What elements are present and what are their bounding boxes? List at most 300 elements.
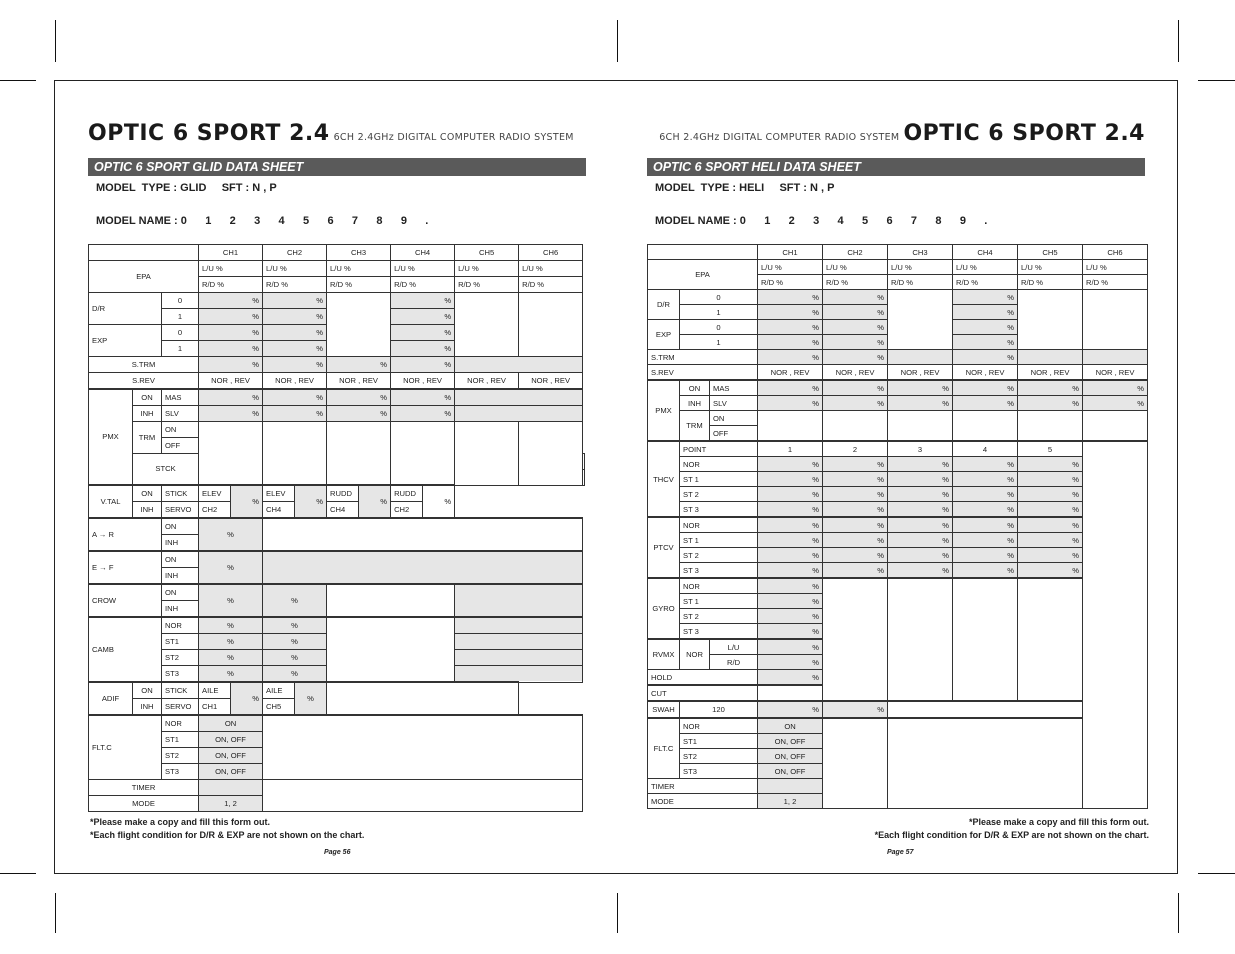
table-cell: % bbox=[758, 639, 823, 655]
table-cell: ST 2 bbox=[680, 548, 758, 563]
blank-cell bbox=[263, 518, 583, 551]
table-cell: CH1 bbox=[199, 699, 231, 716]
table-cell: % bbox=[231, 485, 263, 518]
model-name-line bbox=[655, 214, 1145, 228]
table-cell: % bbox=[391, 389, 455, 406]
model-type-text: MODEL TYPE : HELI SFT : N , P bbox=[655, 182, 835, 194]
blank-cell bbox=[888, 701, 1083, 718]
table-cell: ST3 bbox=[680, 764, 758, 779]
table-cell: TRM bbox=[680, 411, 710, 442]
table-cell: CH5 bbox=[263, 699, 295, 716]
table-cell: NOR , REV bbox=[888, 365, 953, 381]
crop-mark bbox=[1178, 20, 1179, 62]
table-cell: CH6 bbox=[519, 245, 583, 261]
table-cell: % bbox=[199, 292, 263, 308]
table-cell: ST 3 bbox=[680, 563, 758, 579]
brand-logo: OPTIC 6 SPORT 2.4 bbox=[88, 121, 330, 146]
table-cell: % bbox=[1018, 502, 1083, 518]
table-row bbox=[648, 457, 1148, 472]
notes bbox=[90, 816, 364, 842]
table-cell: ON bbox=[133, 682, 162, 699]
table-row bbox=[648, 517, 1148, 533]
table-cell: % bbox=[391, 324, 455, 340]
table-cell: 1 bbox=[758, 441, 823, 457]
table-cell: % bbox=[423, 485, 455, 518]
table-cell: % bbox=[199, 584, 263, 617]
table-cell: % bbox=[263, 356, 327, 372]
table-cell: INH bbox=[680, 396, 710, 411]
crop-mark bbox=[617, 893, 618, 933]
table-cell: L/U % bbox=[327, 260, 391, 276]
table-cell: NOR , REV bbox=[953, 365, 1018, 381]
blank-cell bbox=[1018, 578, 1083, 701]
table-cell: % bbox=[231, 682, 263, 715]
table-cell: AILE bbox=[263, 682, 295, 699]
table-cell: R/D % bbox=[888, 275, 953, 290]
table-row bbox=[89, 356, 585, 372]
table-cell: MODE bbox=[648, 794, 758, 809]
table-row bbox=[89, 292, 585, 308]
table-cell: SERVO bbox=[162, 502, 199, 519]
table-cell: ST 1 bbox=[680, 533, 758, 548]
table-cell: ST 2 bbox=[680, 487, 758, 502]
table-cell: 1, 2 bbox=[758, 794, 823, 809]
table-cell: CH5 bbox=[455, 245, 519, 261]
brand-header bbox=[647, 120, 1145, 146]
table-cell: ON bbox=[162, 551, 199, 568]
table-cell: % bbox=[263, 650, 327, 666]
table-cell: CH4 bbox=[327, 502, 359, 519]
table-cell: ON, OFF bbox=[758, 764, 823, 779]
table-cell: CUT bbox=[648, 685, 758, 701]
table-cell: L/U % bbox=[263, 260, 327, 276]
table-cell: 2 bbox=[823, 441, 888, 457]
table-cell: % bbox=[823, 305, 888, 320]
table-cell: % bbox=[199, 356, 263, 372]
table-cell: INH bbox=[133, 502, 162, 519]
table-cell: NOR , REV bbox=[199, 372, 263, 389]
blank-cell bbox=[758, 411, 823, 442]
table-cell: RUDD bbox=[391, 485, 423, 502]
table-cell: % bbox=[953, 487, 1018, 502]
table-cell: ST 1 bbox=[680, 472, 758, 487]
table-cell: % bbox=[758, 305, 823, 320]
table-cell: % bbox=[263, 324, 327, 340]
table-cell: % bbox=[199, 389, 263, 406]
table-cell: % bbox=[758, 563, 823, 579]
page-number: Page 57 bbox=[887, 849, 914, 856]
table-cell: % bbox=[758, 578, 823, 594]
table-cell bbox=[583, 469, 585, 485]
table-cell: V.TAL bbox=[89, 485, 133, 518]
table-row bbox=[89, 485, 585, 502]
table-cell: CH1 bbox=[758, 245, 823, 260]
table-cell: CH4 bbox=[263, 502, 295, 519]
blank-cell bbox=[888, 350, 953, 365]
blank-cell bbox=[89, 245, 199, 261]
table-row bbox=[89, 584, 585, 601]
blank-cell bbox=[455, 650, 583, 666]
table-cell: ON bbox=[680, 380, 710, 396]
table-cell: PMX bbox=[648, 380, 680, 441]
table-cell: NOR bbox=[680, 517, 758, 533]
table-cell: % bbox=[758, 548, 823, 563]
notes bbox=[875, 816, 1149, 842]
table-cell: % bbox=[823, 517, 888, 533]
table-cell: % bbox=[263, 666, 327, 683]
table-cell: INH bbox=[162, 601, 199, 618]
table-cell: % bbox=[758, 487, 823, 502]
blank-cell bbox=[758, 779, 823, 794]
table-row bbox=[648, 290, 1148, 305]
table-cell: % bbox=[1018, 517, 1083, 533]
model-type-line bbox=[96, 181, 586, 195]
table-cell: ELEV bbox=[263, 485, 295, 502]
table-cell: ST2 bbox=[162, 748, 199, 764]
page-number: Page 56 bbox=[324, 849, 351, 856]
table-cell: % bbox=[1018, 533, 1083, 548]
table-cell: % bbox=[758, 624, 823, 640]
table-cell: MAS bbox=[710, 380, 758, 396]
table-cell: NOR bbox=[680, 718, 758, 734]
table-cell: % bbox=[1083, 380, 1148, 396]
table-cell: NOR , REV bbox=[391, 372, 455, 389]
table-cell: NOR , REV bbox=[823, 365, 888, 381]
table-cell: % bbox=[823, 502, 888, 518]
table-cell: POINT bbox=[680, 441, 758, 457]
table-cell: SWAH bbox=[648, 701, 680, 718]
table-cell: % bbox=[1083, 396, 1148, 411]
table-cell: % bbox=[1018, 487, 1083, 502]
blank-cell bbox=[455, 389, 583, 406]
table-row bbox=[648, 533, 1148, 548]
blank-cell bbox=[888, 411, 953, 442]
table-cell: D/R bbox=[89, 292, 162, 324]
blank-cell bbox=[888, 718, 1083, 809]
table-row bbox=[89, 502, 585, 519]
table-row bbox=[648, 365, 1148, 381]
table-cell: FLT.C bbox=[89, 715, 162, 779]
table-cell: % bbox=[758, 670, 823, 686]
table-cell: % bbox=[1018, 548, 1083, 563]
model-name-text: MODEL NAME : 0 1 2 3 4 5 6 7 8 9 . bbox=[655, 215, 988, 227]
table-cell: CH3 bbox=[327, 245, 391, 261]
table-cell: SERVO bbox=[162, 699, 199, 716]
table-cell: L/U % bbox=[953, 260, 1018, 275]
table-cell: ON bbox=[162, 518, 199, 535]
table-row bbox=[89, 551, 585, 568]
table-cell: % bbox=[888, 396, 953, 411]
blank-cell bbox=[199, 779, 263, 795]
table-cell: % bbox=[1018, 457, 1083, 472]
table-cell: S.REV bbox=[89, 372, 199, 389]
table-cell: % bbox=[823, 533, 888, 548]
table-cell: ST1 bbox=[680, 734, 758, 749]
sheet-title: OPTIC 6 SPORT GLID DATA SHEET bbox=[88, 158, 586, 176]
table-cell: % bbox=[953, 457, 1018, 472]
note-copy: *Please make a copy and fill this form out. bbox=[90, 817, 271, 827]
table-cell: % bbox=[953, 396, 1018, 411]
table-cell: % bbox=[823, 380, 888, 396]
table-row bbox=[89, 372, 585, 389]
crop-mark bbox=[1198, 873, 1235, 874]
blank-cell bbox=[823, 578, 888, 701]
table-cell: TRM bbox=[133, 421, 162, 453]
table-cell: ST2 bbox=[162, 650, 199, 666]
table-row bbox=[89, 405, 585, 421]
table-row bbox=[648, 350, 1148, 365]
table-cell: % bbox=[199, 666, 263, 683]
table-cell: ST1 bbox=[162, 732, 199, 748]
table-cell: L/U bbox=[710, 639, 758, 655]
table-cell: ST 3 bbox=[680, 502, 758, 518]
table-row bbox=[648, 380, 1148, 396]
table-cell: NOR , REV bbox=[758, 365, 823, 381]
table-cell: NOR bbox=[680, 457, 758, 472]
table-cell: ST 1 bbox=[680, 594, 758, 609]
brand-logo: OPTIC 6 SPORT 2.4 bbox=[903, 121, 1145, 146]
blank-cell bbox=[953, 411, 1018, 442]
blank-cell bbox=[455, 617, 583, 634]
table-cell: % bbox=[953, 380, 1018, 396]
table-cell: L/U % bbox=[888, 260, 953, 275]
table-cell: % bbox=[953, 472, 1018, 487]
table-cell: % bbox=[953, 533, 1018, 548]
table-cell: % bbox=[888, 533, 953, 548]
blank-cell bbox=[648, 245, 758, 260]
table-cell: % bbox=[823, 472, 888, 487]
table-cell: % bbox=[199, 634, 263, 650]
sheet-title: OPTIC 6 SPORT HELI DATA SHEET bbox=[647, 158, 1145, 176]
table-cell: % bbox=[199, 308, 263, 324]
table-cell: % bbox=[263, 340, 327, 356]
table-cell: D/R bbox=[648, 290, 680, 320]
table-cell: % bbox=[758, 517, 823, 533]
table-cell: % bbox=[758, 457, 823, 472]
blank-cell bbox=[519, 421, 583, 485]
table-cell: 120 bbox=[680, 701, 758, 718]
table-row bbox=[89, 779, 585, 795]
table-cell: % bbox=[758, 472, 823, 487]
table-cell: % bbox=[263, 292, 327, 308]
blank-cell bbox=[263, 551, 583, 584]
table-cell: 0 bbox=[680, 320, 758, 335]
table-cell: % bbox=[888, 563, 953, 579]
table-cell: NOR bbox=[680, 578, 758, 594]
blank-cell bbox=[455, 421, 519, 485]
model-type-text: MODEL TYPE : GLID SFT : N , P bbox=[96, 182, 277, 194]
blank-cell bbox=[327, 682, 519, 715]
table-cell: % bbox=[391, 308, 455, 324]
table-cell: % bbox=[823, 396, 888, 411]
table-cell: SLV bbox=[162, 405, 199, 421]
table-cell: NOR , REV bbox=[1083, 365, 1148, 381]
table-cell: % bbox=[263, 617, 327, 634]
table-row bbox=[89, 682, 585, 699]
table-cell: % bbox=[953, 335, 1018, 350]
table-cell: R/D % bbox=[263, 276, 327, 292]
blank-cell bbox=[199, 421, 263, 485]
table-cell: % bbox=[327, 389, 391, 406]
table-cell: % bbox=[888, 548, 953, 563]
blank-cell bbox=[455, 356, 583, 372]
table-cell: STICK bbox=[162, 485, 199, 502]
note-flight-condition: *Each flight condition for D/R & EXP are not shown on the chart. bbox=[90, 830, 365, 840]
table-cell: % bbox=[758, 350, 823, 365]
table-cell: RUDD bbox=[327, 485, 359, 502]
table-cell: % bbox=[295, 682, 327, 715]
table-cell: 1 bbox=[162, 308, 199, 324]
table-cell bbox=[583, 453, 585, 469]
table-cell: % bbox=[823, 487, 888, 502]
blank-cell bbox=[391, 421, 455, 485]
table-row bbox=[89, 245, 585, 261]
table-cell: ST 3 bbox=[680, 624, 758, 640]
table-cell: NOR , REV bbox=[327, 372, 391, 389]
table-cell: 1 bbox=[162, 340, 199, 356]
table-cell: % bbox=[758, 380, 823, 396]
table-cell: ON, OFF bbox=[199, 732, 263, 748]
blank-cell bbox=[1018, 411, 1083, 442]
table-cell: ST1 bbox=[162, 634, 199, 650]
crop-mark bbox=[0, 873, 36, 874]
table-cell: CH3 bbox=[888, 245, 953, 260]
table-cell: 3 bbox=[888, 441, 953, 457]
blank-cell bbox=[953, 578, 1018, 701]
blank-cell bbox=[758, 685, 823, 701]
table-cell: TIMER bbox=[648, 779, 758, 794]
table-cell: % bbox=[263, 634, 327, 650]
blank-cell bbox=[263, 715, 583, 779]
brand-subtitle: 6CH 2.4GHz DIGITAL COMPUTER RADIO SYSTEM bbox=[333, 132, 574, 143]
table-cell: % bbox=[758, 533, 823, 548]
table-cell: 0 bbox=[162, 292, 199, 308]
table-cell: ST3 bbox=[162, 666, 199, 683]
model-name-line bbox=[96, 214, 586, 228]
table-cell: % bbox=[888, 472, 953, 487]
table-cell: ON, OFF bbox=[758, 749, 823, 764]
table-cell: % bbox=[758, 594, 823, 609]
table-cell: ON bbox=[162, 584, 199, 601]
table-cell: % bbox=[953, 290, 1018, 305]
table-cell: % bbox=[263, 308, 327, 324]
table-cell: R/D bbox=[710, 655, 758, 670]
table-cell: CH4 bbox=[953, 245, 1018, 260]
table-cell: 5 bbox=[1018, 441, 1083, 457]
table-cell: % bbox=[823, 548, 888, 563]
table-cell: CH1 bbox=[199, 245, 263, 261]
table-row bbox=[648, 502, 1148, 518]
table-cell: L/U % bbox=[758, 260, 823, 275]
table-cell: % bbox=[953, 517, 1018, 533]
table-cell: % bbox=[953, 320, 1018, 335]
table-cell: FLT.C bbox=[648, 718, 680, 779]
table-cell: R/D % bbox=[519, 276, 583, 292]
model-name-text: MODEL NAME : 0 1 2 3 4 5 6 7 8 9 . bbox=[96, 215, 429, 227]
table-cell: STICK bbox=[162, 682, 199, 699]
table-cell: MAS bbox=[162, 389, 199, 406]
blank-cell bbox=[327, 617, 455, 682]
table-cell: ST2 bbox=[680, 749, 758, 764]
note-copy: *Please make a copy and fill this form out. bbox=[968, 817, 1149, 827]
table-cell: ELEV bbox=[199, 485, 231, 502]
blank-cell bbox=[455, 405, 583, 421]
table-cell: % bbox=[263, 584, 327, 617]
table-cell: L/U % bbox=[1018, 260, 1083, 275]
table-cell: % bbox=[823, 457, 888, 472]
table-cell: % bbox=[823, 701, 888, 718]
crop-mark bbox=[1178, 893, 1179, 933]
table-row bbox=[648, 578, 1148, 594]
table-cell: OFF bbox=[710, 426, 758, 442]
model-type-line bbox=[655, 181, 1145, 195]
table-row bbox=[89, 715, 585, 732]
table-row bbox=[648, 472, 1148, 487]
table-cell: R/D % bbox=[455, 276, 519, 292]
table-cell: 4 bbox=[953, 441, 1018, 457]
table-cell: % bbox=[199, 551, 263, 584]
table-cell: % bbox=[758, 290, 823, 305]
table-row bbox=[89, 260, 585, 276]
table-cell: NOR bbox=[162, 617, 199, 634]
table-cell: CH4 bbox=[391, 245, 455, 261]
blank-cell bbox=[1018, 290, 1083, 350]
glid-page bbox=[88, 120, 586, 856]
table-cell: 1 bbox=[680, 335, 758, 350]
table-cell: R/D % bbox=[1018, 275, 1083, 290]
table-cell: % bbox=[391, 356, 455, 372]
table-cell: % bbox=[823, 290, 888, 305]
table-cell: % bbox=[199, 340, 263, 356]
table-cell: ST 2 bbox=[680, 609, 758, 624]
table-cell: % bbox=[199, 617, 263, 634]
table-cell: % bbox=[263, 405, 327, 421]
table-cell: % bbox=[758, 502, 823, 518]
table-cell: % bbox=[1018, 380, 1083, 396]
table-cell: ADIF bbox=[89, 682, 133, 715]
table-row bbox=[648, 718, 1148, 734]
table-cell: % bbox=[327, 356, 391, 372]
table-cell: INH bbox=[162, 535, 199, 552]
table-cell: % bbox=[888, 487, 953, 502]
table-cell: TIMER bbox=[89, 779, 199, 795]
table-row bbox=[89, 617, 585, 634]
table-cell: % bbox=[295, 485, 327, 518]
table-cell: L/U % bbox=[455, 260, 519, 276]
table-cell: R/D % bbox=[327, 276, 391, 292]
table-cell: % bbox=[823, 320, 888, 335]
table-cell: % bbox=[758, 396, 823, 411]
table-cell: ON bbox=[199, 715, 263, 732]
blank-cell bbox=[263, 421, 327, 485]
table-cell: NOR , REV bbox=[263, 372, 327, 389]
table-cell: STCK bbox=[133, 453, 199, 485]
glid-data-table bbox=[88, 244, 585, 812]
table-cell: THCV bbox=[648, 441, 680, 517]
crop-mark bbox=[55, 893, 56, 933]
crop-mark bbox=[1198, 80, 1235, 81]
blank-cell bbox=[327, 421, 391, 485]
brand-header bbox=[88, 120, 586, 146]
table-cell: CH2 bbox=[823, 245, 888, 260]
table-cell: % bbox=[888, 502, 953, 518]
table-cell: S.TRM bbox=[89, 356, 199, 372]
blank-cell bbox=[455, 584, 583, 617]
table-cell: R/D % bbox=[758, 275, 823, 290]
table-cell: % bbox=[888, 457, 953, 472]
table-cell: % bbox=[359, 485, 391, 518]
table-cell: ON, OFF bbox=[199, 748, 263, 764]
